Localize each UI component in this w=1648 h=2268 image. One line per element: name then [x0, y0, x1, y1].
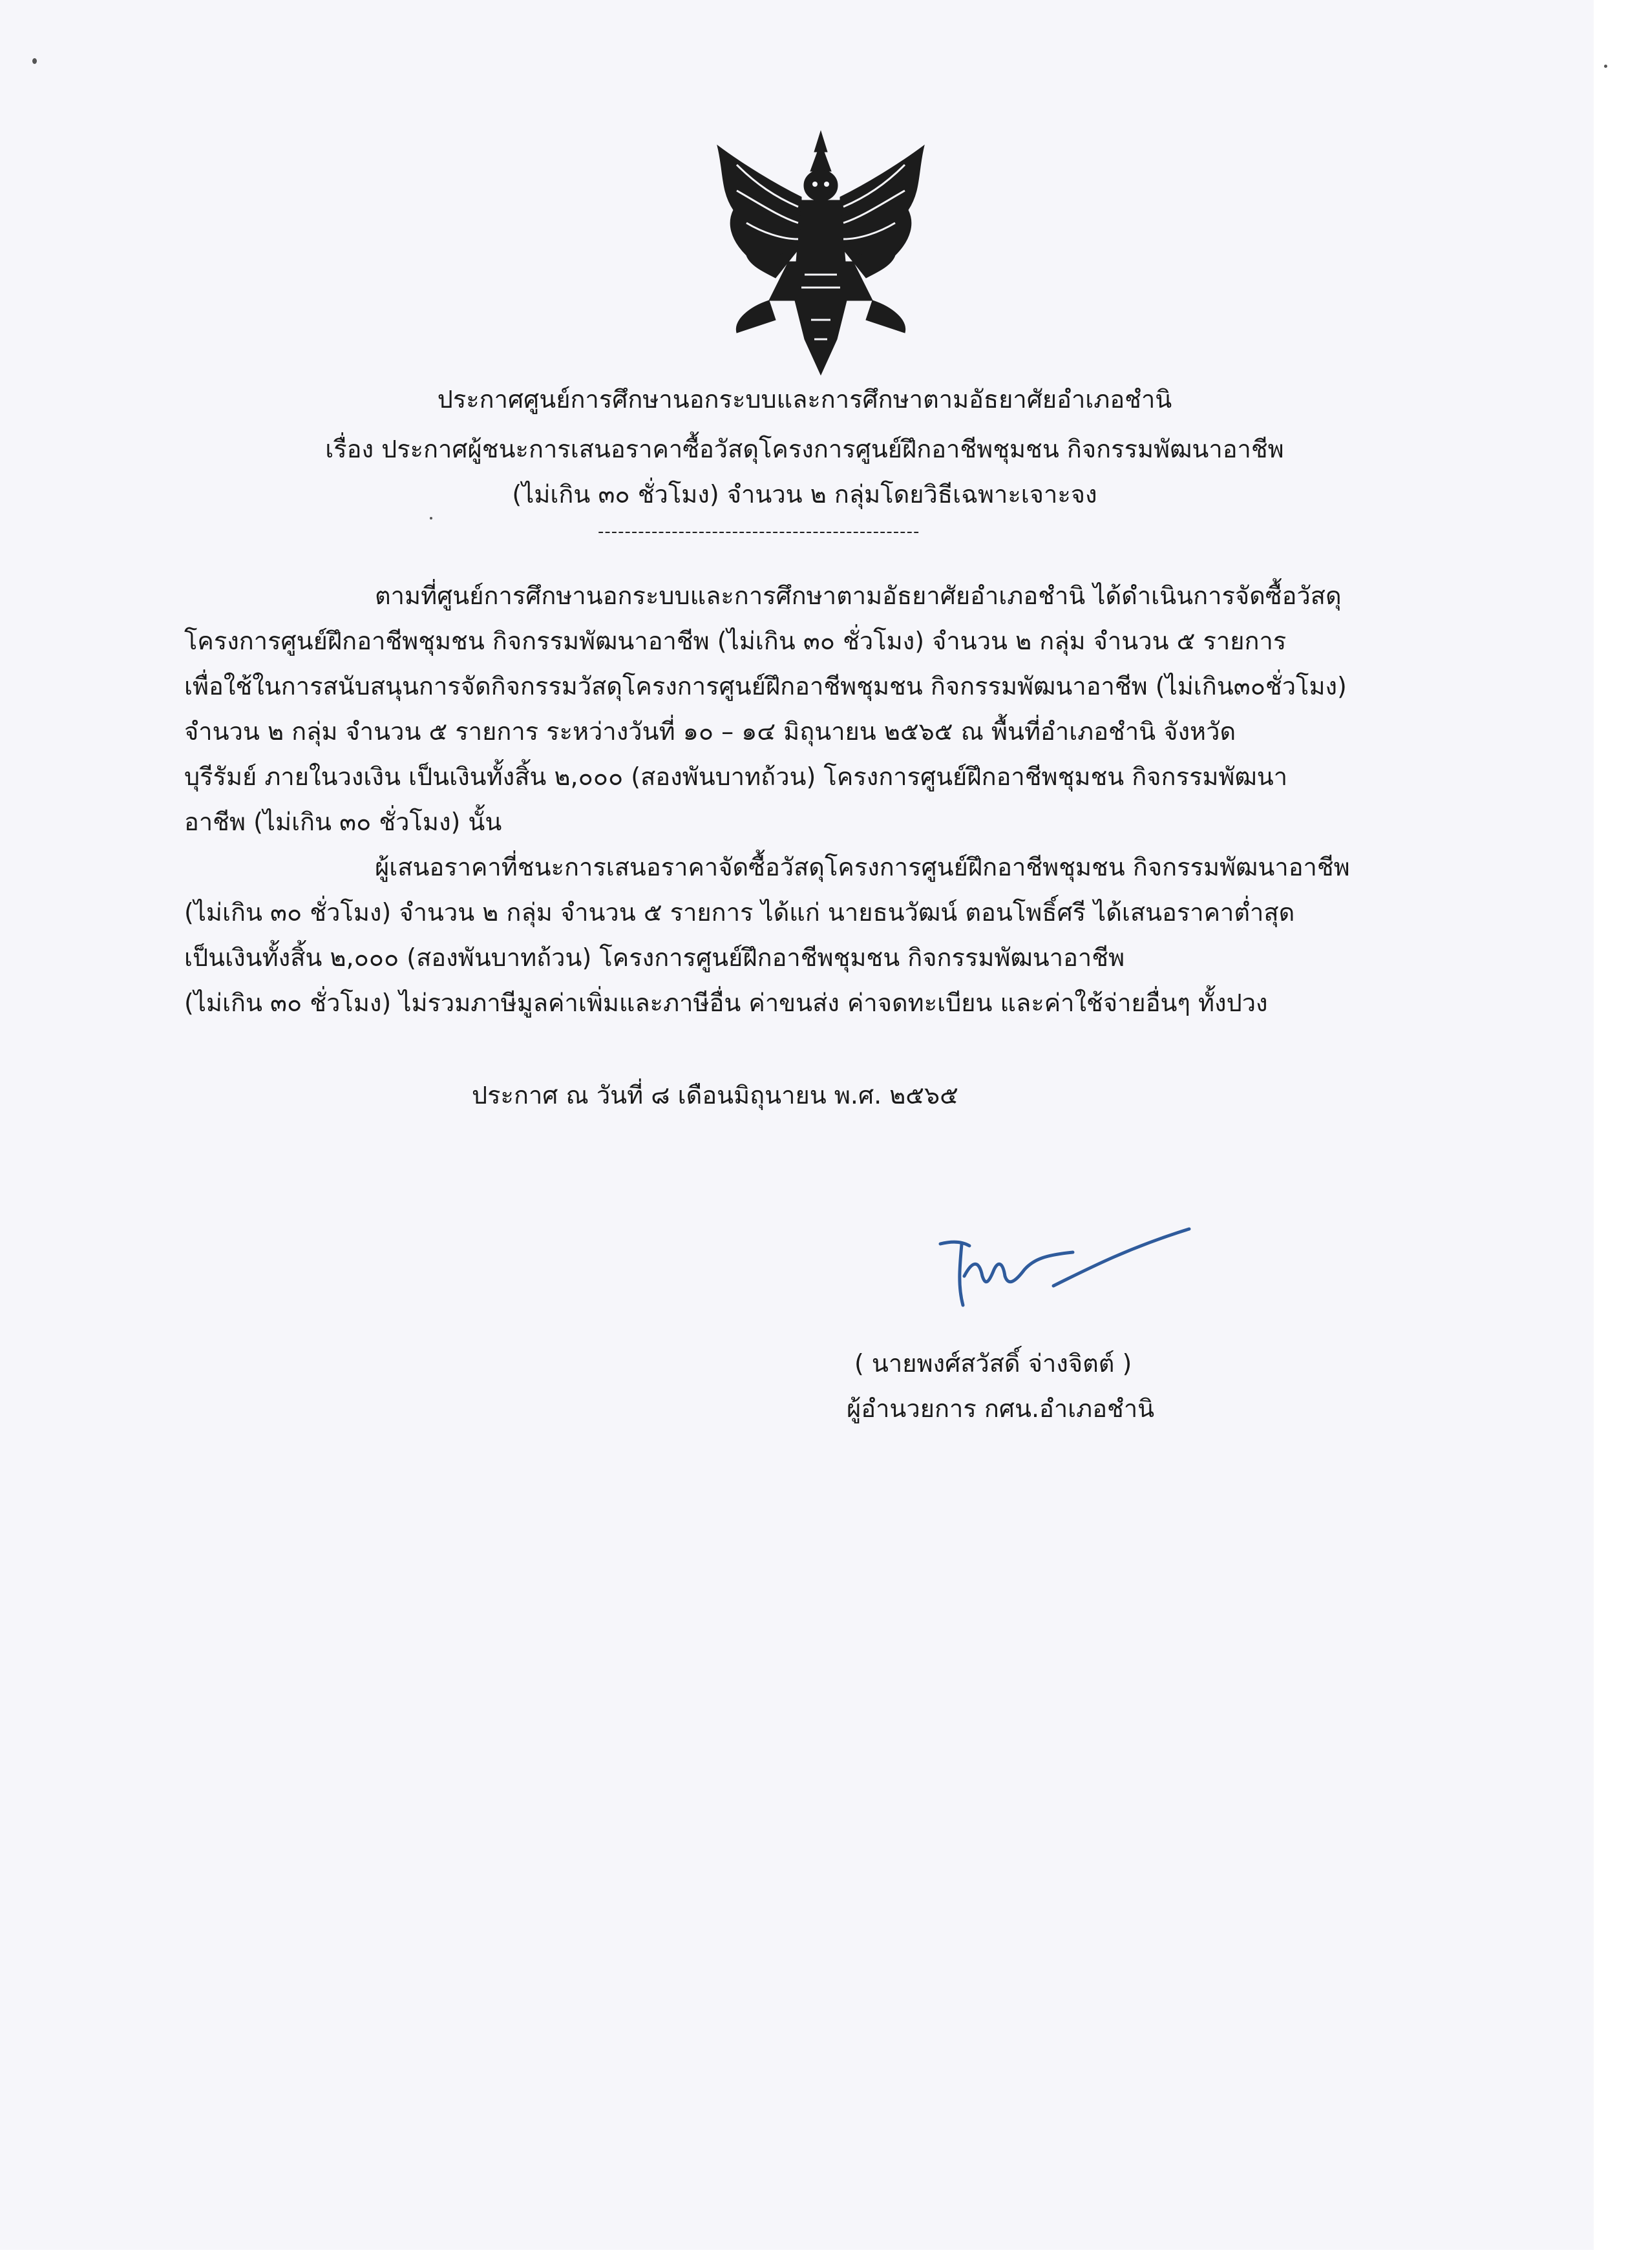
paragraph-1-line: ตามที่ศูนย์การศึกษานอกระบบและการศึกษาตามอัธยาศัยอำเภอชำนิ ได้ดำเนินการจัดซื้อวัสดุ: [375, 582, 1342, 610]
paragraph-2-line: (ไม่เกิน ๓๐ ชั่วโมง) จำนวน ๒ กลุ่ม จำนวน ๕ รายการ ได้แก่ นายธนวัฒน์ ตอนโพธิ์ศรี ได้เสนอราคาต่ำสุด: [184, 898, 1295, 927]
paragraph-2-line: ผู้เสนอราคาที่ชนะการเสนอราคาจัดซื้อวัสดุโครงการศูนย์ฝึกอาชีพชุมชน กิจกรรมพัฒนาอาชีพ: [375, 853, 1350, 881]
paragraph-1-line: จำนวน ๒ กลุ่ม จำนวน ๕ รายการ ระหว่างวันที่ ๑๐ – ๑๔ มิถุนายน ๒๕๖๕ ณ พื้นที่อำเภอชำนิ จังหวัด: [184, 717, 1236, 746]
paragraph-2-line: (ไม่เกิน ๓๐ ชั่วโมง) ไม่รวมภาษีมูลค่าเพิ่มและภาษีอื่น ค่าขนส่ง ค่าจดทะเบียน และค่าใช้จ่ายอื่นๆ ทั้งปวง: [184, 989, 1268, 1017]
scan-speck: [32, 58, 37, 64]
paragraph-1-line: อาชีพ (ไม่เกิน ๓๐ ชั่วโมง) นั้น: [184, 808, 502, 836]
signatory-position: ผู้อำนวยการ กศน.อำเภอชำนิ: [847, 1394, 1155, 1423]
garuda-emblem-icon: [698, 126, 944, 378]
scan-edge-right: [1594, 0, 1648, 2268]
paragraph-2-line: เป็นเงินทั้งสิ้น ๒,๐๐๐ (สองพันบาทถ้วน) โครงการศูนย์ฝึกอาชีพชุมชน กิจกรรมพัฒนาอาชีพ: [184, 943, 1125, 972]
announcement-subject-continued: (ไม่เกิน ๓๐ ชั่วโมง) จำนวน ๒ กลุ่มโดยวิธีเฉพาะเจาะจง: [512, 480, 1097, 509]
announcement-title: ประกาศศูนย์การศึกษานอกระบบและการศึกษาตามอัธยาศัยอำเภอชำนิ: [437, 385, 1172, 414]
announcement-subject: เรื่อง ประกาศผู้ชนะการเสนอราคาซื้อวัสดุโครงการศูนย์ฝึกอาชีพชุมชน กิจกรรมพัฒนาอาชีพ: [325, 435, 1284, 463]
paragraph-1-line: โครงการศูนย์ฝึกอาชีพชุมชน กิจกรรมพัฒนาอาชีพ (ไม่เกิน ๓๐ ชั่วโมง) จำนวน ๒ กลุ่ม จำนวน ๕ รายการ: [184, 627, 1287, 655]
announce-date: ประกาศ ณ วันที่ ๘ เดือนมิถุนายน พ.ศ. ๒๕๖๕: [472, 1081, 958, 1109]
handwritten-signature-icon: [924, 1215, 1196, 1318]
scan-speck: [1604, 65, 1607, 68]
paragraph-1-line: เพื่อใช้ในการสนับสนุนการจัดกิจกรรมวัสดุโครงการศูนย์ฝึกอาชีพชุมชน กิจกรรมพัฒนาอาชีพ (ไม่เกิน๓๐ชั่วโมง): [184, 672, 1347, 700]
signatory-name: ( นายพงศ์สวัสดิ์ จ่างจิตต์ ): [854, 1349, 1132, 1378]
heading-divider: ------------------------------------------------: [598, 522, 920, 541]
paragraph-1-line: บุรีรัมย์ ภายในวงเงิน เป็นเงินทั้งสิ้น ๒,๐๐๐ (สองพันบาทถ้วน) โครงการศูนย์ฝึกอาชีพชุมชน กิจกรรมพัฒนา: [184, 762, 1288, 791]
scan-speck: [430, 517, 432, 520]
scan-edge-bottom: [0, 2250, 1648, 2268]
